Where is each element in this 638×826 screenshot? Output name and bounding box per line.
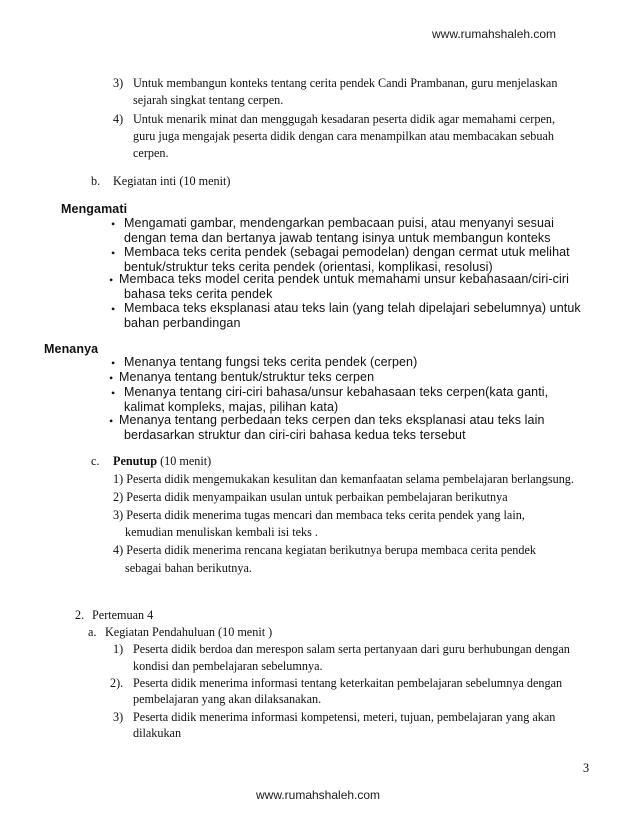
- list-item-text: berdasarkan struktur dan ciri-ciri bahasa kedua teks tersebut: [124, 428, 466, 442]
- list-item-text: Menanya tentang perbedaan teks cerpen dan teks eksplanasi atau teks lain: [119, 413, 545, 427]
- list-item-text: dengan tema dan bertanya jawab tentang isinya untuk membangun konteks: [124, 231, 551, 245]
- list-item-text: 1) Peserta didik mengemukakan kesulitan dan kemanfaatan selama pembelajaran berlangsung.: [113, 472, 574, 486]
- list-item-text: Untuk membangun konteks tentang cerita pendek Candi Prambanan, guru menjelaskan: [133, 76, 558, 90]
- list-item-number: 2).: [110, 676, 124, 690]
- list-item-text: 4) Peserta didik menerima rencana kegiatan berikutnya berupa membaca cerita pendek: [113, 543, 536, 557]
- header-url: www.rumahshaleh.com: [432, 27, 557, 41]
- list-item-number: 3): [113, 710, 124, 724]
- list-item-text: Menanya tentang fungsi teks cerita pendek (cerpen): [124, 355, 418, 369]
- list-item-text: 2) Peserta didik menyampaikan usulan untuk perbaikan pembelajaran berikutnya: [113, 490, 508, 504]
- list-item-text: sebagai bahan berikutnya.: [125, 561, 252, 575]
- list-item-number: 4): [113, 112, 124, 126]
- list-item-text: 3) Peserta didik menerima tugas mencari dan membaca teks cerita pendek yang lain,: [113, 508, 525, 522]
- bullet-icon: •: [109, 414, 114, 428]
- list-item-text: Mengamati gambar, mendengarkan pembacaan puisi, atau menyanyi sesuai: [124, 216, 554, 230]
- list-item-number: 1): [113, 642, 124, 656]
- list-item-text: Untuk menarik minat dan menggugah kesadaran peserta didik agar memahami cerpen,: [133, 112, 556, 126]
- list-item-text: Menanya tentang bentuk/struktur teks cerpen: [119, 370, 375, 384]
- list-item-text: Peserta didik menerima informasi tentang keterkaitan pembelajaran sebelumnya dengan: [133, 676, 563, 690]
- list-item-text: sejarah singkat tentang cerpen.: [133, 93, 284, 107]
- page-number: 3: [583, 761, 590, 775]
- list-item-text: kondisi dan pembelajaran sebelumnya.: [133, 659, 323, 673]
- section-c-title-rest: (10 menit): [157, 454, 212, 468]
- list-item-text: kalimat kompleks, majas, pilihan kata): [124, 400, 339, 414]
- list-item-text: kemudian menuliskan kembali isi teks .: [125, 525, 318, 539]
- list-item-text: Membaca teks eksplanasi atau teks lain (yang telah dipelajari sebelumnya) untuk: [124, 301, 581, 315]
- pendahuluan-title: Kegiatan Pendahuluan (10 menit ): [105, 625, 273, 639]
- bullet-icon: •: [111, 217, 116, 231]
- section-b-letter: b.: [91, 174, 101, 188]
- list-item-number: 3): [113, 76, 124, 90]
- pertemuan-number: 2.: [75, 608, 85, 622]
- list-item-text: Peserta didik berdoa dan merespon salam serta pertanyaan dari guru berhubungan dengan: [133, 642, 570, 656]
- section-b-title: Kegiatan inti (10 menit): [113, 174, 231, 188]
- list-item-text: dilakukan: [133, 726, 182, 740]
- pertemuan-title: Pertemuan 4: [92, 608, 154, 622]
- bullet-icon: •: [111, 386, 116, 400]
- list-item-text: bahasa teks cerita pendek: [124, 287, 273, 301]
- bullet-icon: •: [111, 356, 116, 370]
- list-item-text: Peserta didik menerima informasi kompetensi, meteri, tujuan, pembelajaran yang akan: [133, 710, 556, 724]
- section-c-title-bold: Penutup: [113, 454, 158, 468]
- list-item-text: Membaca teks cerita pendek (sebagai pemodelan) dengan cermat utuk melihat: [124, 245, 570, 259]
- section-c-letter: c.: [91, 454, 100, 468]
- list-item-text: guru juga mengajak peserta didik dengan cara menampilkan atau membacakan sebuah: [133, 129, 554, 143]
- bullet-icon: •: [111, 302, 116, 316]
- list-item-text: pembelajaran yang akan dilaksanakan.: [133, 692, 322, 706]
- list-item-text: Membaca teks model cerita pendek untuk memahami unsur kebahasaan/ciri-ciri: [119, 272, 569, 286]
- bullet-icon: •: [111, 246, 116, 260]
- mengamati-heading: Mengamati: [61, 202, 128, 216]
- pendahuluan-letter: a.: [88, 625, 97, 639]
- section-c-title: [113, 454, 211, 469]
- bullet-icon: •: [109, 371, 114, 385]
- list-item-text: Menanya tentang ciri-ciri bahasa/unsur kebahasaan teks cerpen(kata ganti,: [124, 385, 549, 399]
- footer-url: www.rumahshaleh.com: [256, 788, 381, 802]
- list-item-text: bahan perbandingan: [124, 316, 241, 330]
- list-item-text: bentuk/struktur teks cerita pendek (orientasi, komplikasi, resolusi): [124, 260, 493, 274]
- menanya-heading: Menanya: [44, 342, 99, 356]
- list-item-text: cerpen.: [133, 146, 169, 160]
- bullet-icon: •: [109, 273, 114, 287]
